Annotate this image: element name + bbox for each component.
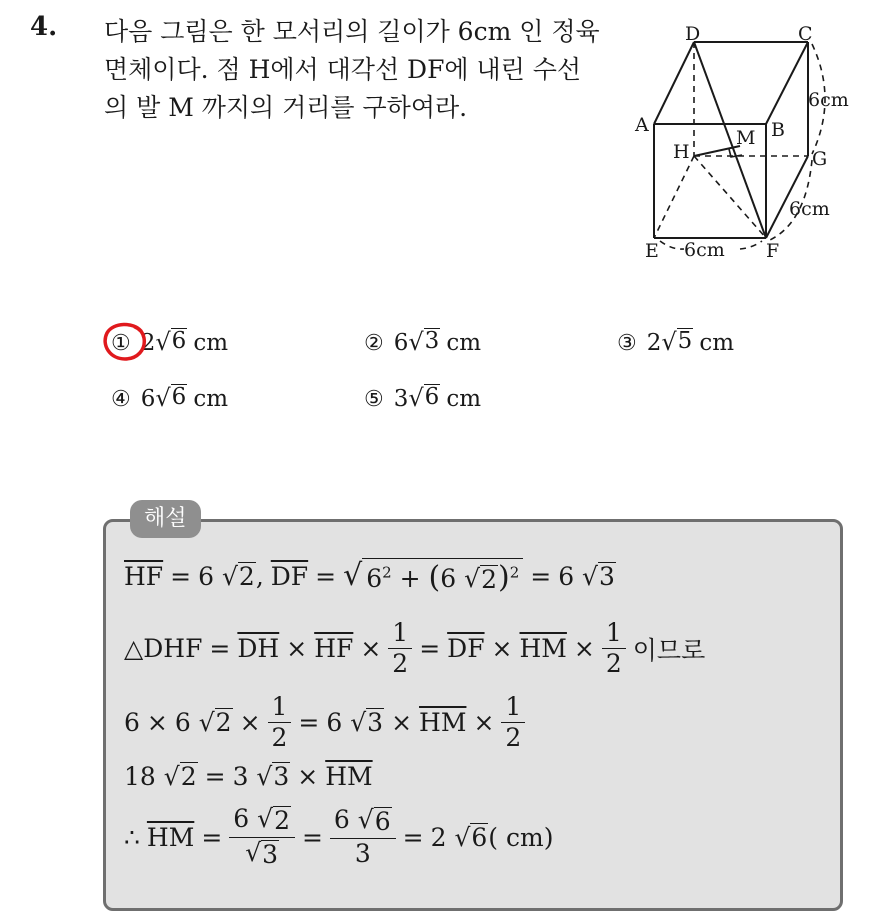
answer-mark-circle <box>101 319 151 365</box>
choice-2-coef: 6 <box>393 330 409 356</box>
question-number: 4. <box>30 12 58 42</box>
edge-BC <box>766 42 808 124</box>
choice-3-coef: 2 <box>646 330 662 356</box>
question-text-line-1: 다음 그림은 한 모서리의 길이가 6cm 인 정육 <box>104 17 600 46</box>
choice-5-coef: 3 <box>393 386 409 412</box>
choice-3-unit: cm <box>699 330 735 356</box>
label-G: G <box>812 148 828 170</box>
label-C: C <box>798 23 813 45</box>
choice-1-number: ① <box>111 331 131 356</box>
solution-line-4: 18 √ 2 = 3 √ 3 × $\overline{HM}$ <box>124 762 373 791</box>
choice-3[interactable]: ③ 2 √ 5 cm <box>617 328 735 356</box>
choice-1[interactable]: ① 2 √ 6 cm <box>111 328 229 356</box>
label-F: F <box>766 240 780 262</box>
choice-5-radicand: 6 <box>424 384 440 410</box>
choice-5-number: ⑤ <box>364 387 384 412</box>
choice-4-number: ④ <box>111 387 131 412</box>
label-A: A <box>635 114 649 136</box>
hidden-edge-HE <box>654 156 694 238</box>
solution-tab: 해설 <box>130 500 201 538</box>
choice-3-radicand: 5 <box>677 328 693 354</box>
label-6cm-GF: 6cm <box>789 198 830 220</box>
solution-line-2: △DHF = $\overline{DH}$ × $\overline{HF}$ × $\frac{1}{2}$ = $\overline{DF}$ × $\overline{HM}$ × $\frac{1}{2}$ 이므로 <box>124 618 706 679</box>
solution-line-5: ∴ $\overline{HM}$ = 6 √ 2 √ 3 = 6 √ 6 3 = 2 √ 6 ( cm) <box>124 804 554 869</box>
label-H: H <box>673 141 690 163</box>
choice-5-unit: cm <box>446 386 482 412</box>
solution-line-3: 6 × 6 √ 2 × $\frac{1}{2}$ = 6 √ 3 × $\overline{HM}$ × $\frac{1}{2}$ <box>124 694 525 752</box>
hidden-segment-HF <box>694 156 766 238</box>
choice-3-number: ③ <box>617 331 637 356</box>
label-B: B <box>771 119 785 141</box>
cube-figure <box>630 18 866 268</box>
edge-GF <box>766 156 808 238</box>
choice-2-radicand: 3 <box>424 328 440 354</box>
choice-2-number: ② <box>364 331 384 356</box>
choice-5[interactable]: ⑤ 3 √ 6 cm <box>364 384 482 412</box>
label-6cm-CG: 6cm <box>808 89 849 111</box>
solution-line-1: $\overline{HF}$ = 6 √ 2 , $\overline{DF}$ = √ $6^2 + (6$ √ 2 )$^2$ = 6 √ 3 <box>124 558 615 595</box>
label-M: M <box>736 127 756 149</box>
choice-2[interactable]: ② 6 √ 3 cm <box>364 328 482 356</box>
choice-1-coef: 2 <box>140 330 156 356</box>
edge-AD <box>654 42 694 124</box>
choice-1-unit: cm <box>193 330 229 356</box>
choice-2-unit: cm <box>446 330 482 356</box>
choice-1-radicand: 6 <box>171 328 187 354</box>
label-E: E <box>645 240 659 262</box>
label-6cm-EF: 6cm <box>684 239 725 261</box>
question-text-line-3: 의 발 M 까지의 거리를 구하여라. <box>104 93 468 122</box>
question-text-line-2: 면체이다. 점 H에서 대각선 DF에 내린 수선 <box>104 55 582 84</box>
choice-4-coef: 6 <box>140 386 156 412</box>
choice-4-unit: cm <box>193 386 229 412</box>
choice-4[interactable]: ④ 6 √ 6 cm <box>111 384 229 412</box>
label-D: D <box>685 23 701 45</box>
choice-4-radicand: 6 <box>171 384 187 410</box>
